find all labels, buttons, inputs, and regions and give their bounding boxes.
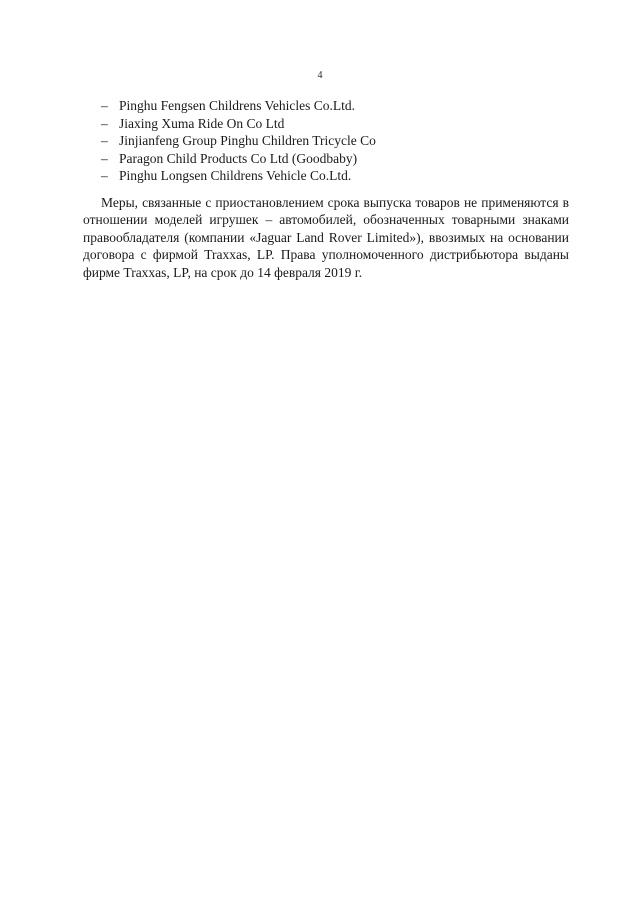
company-name: Paragon Child Products Co Ltd (Goodbaby) <box>119 150 358 166</box>
list-item <box>101 150 376 168</box>
page-number: 4 <box>317 70 323 81</box>
list-dash: – <box>101 98 108 113</box>
list-item <box>101 132 376 150</box>
list-item <box>101 115 376 133</box>
company-name: Jinjianfeng Group Pinghu Children Tricycle Co <box>119 133 376 148</box>
list-dash: – <box>101 150 108 166</box>
list-dash: – <box>101 168 108 183</box>
list-dash: – <box>101 115 108 131</box>
list-item <box>101 167 376 185</box>
list-item <box>101 97 376 115</box>
company-name: Pinghu Fengsen Childrens Vehicles Co.Ltd. <box>119 98 355 113</box>
list-dash: – <box>101 133 108 148</box>
company-list <box>101 97 376 185</box>
company-name: Jiaxing Xuma Ride On Co Ltd <box>119 115 285 131</box>
body-paragraph: Меры, связанные с приостановлением срока выпуска товаров не применяются в отношении моделей игрушек – автомобилей, обозначенных товарными знаками правообладателя (компании «Jaguar Land Rover Limited»), ввозимых на основании договора с фирмой Traxxas, LP. Права уполномоченного дистрибьютора выданы фирме Traxxas, LP, на срок до 14 февраля 2019 г. <box>83 195 569 280</box>
company-name: Pinghu Longsen Childrens Vehicle Co.Ltd. <box>119 168 352 183</box>
